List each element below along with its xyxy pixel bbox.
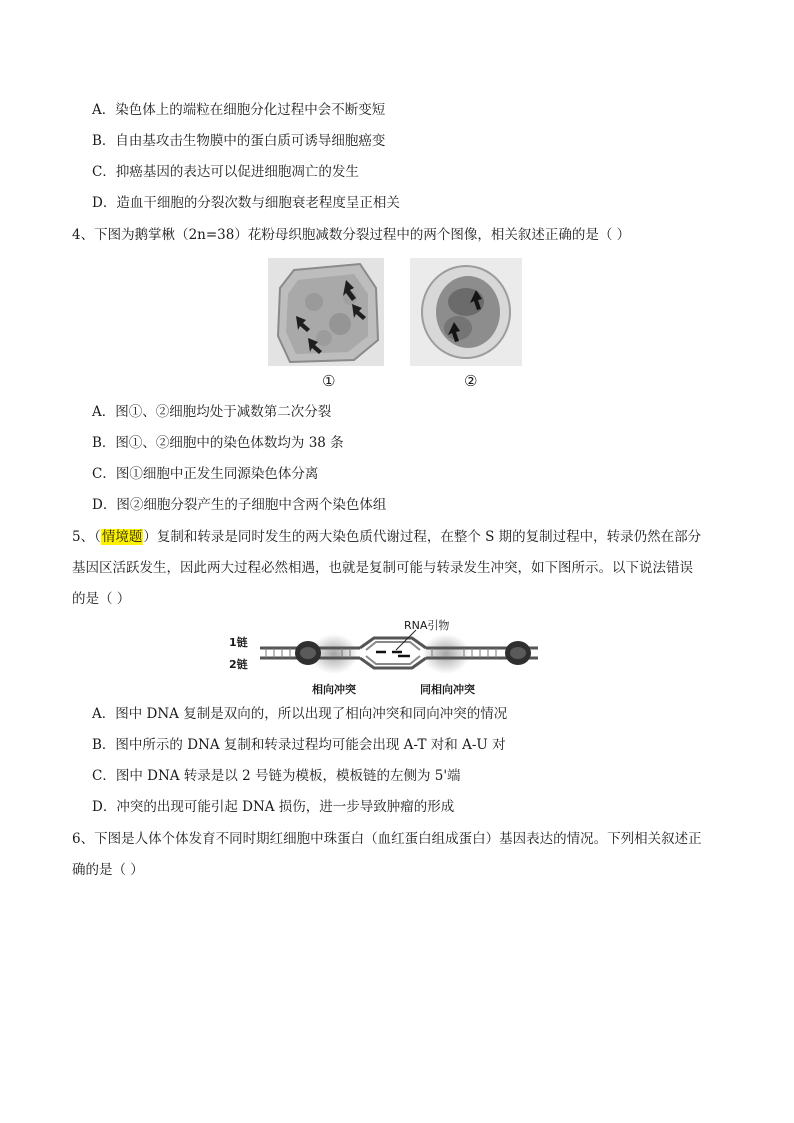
q5-option-d: D．冲突的出现可能引起 DNA 损伤，进一步导致肿瘤的形成 [92, 799, 455, 815]
strand-2-label: 2链 [229, 658, 248, 671]
co-directional-conflict-label: 同相向冲突 [420, 683, 475, 696]
scenario-tag: 情境题 [101, 529, 143, 545]
q4-stem: 4、下图为鹅掌楸（2n=38）花粉母织胞减数分裂过程中的两个图像，相关叙述正确的是（ ） [72, 227, 631, 243]
q6-stem-line-2: 确的是（ ） [72, 862, 144, 878]
q5-number: 5、 [72, 529, 95, 545]
q3-option-c: C．抑癌基因的表达可以促进细胞凋亡的发生 [92, 164, 359, 180]
q5-option-c: C．图中 DNA 转录是以 2 号链为模板，模板链的左侧为 5'端 [92, 768, 461, 784]
head-on-conflict-label: 相向冲突 [312, 683, 356, 696]
rna-primer-label: RNA引物 [404, 619, 450, 632]
q5-stem-text-1: 复制和转录是同时发生的两大染色质代谢过程，在整个 S 期的复制过程中，转录仍然在部分 [156, 529, 702, 545]
q5-stem-line-1: 5、（情境题）复制和转录是同时发生的两大染色质代谢过程，在整个 S 期的复制过程中，转录仍然在部分 [72, 529, 702, 545]
q4-option-b: B．图①、②细胞中的染色体数均为 38 条 [92, 435, 344, 451]
figure-label-2: ② [464, 372, 478, 390]
strand-1-label: 1链 [229, 636, 248, 649]
q5-option-a: A．图中 DNA 复制是双向的，所以出现了相向冲突和同向冲突的情况 [92, 706, 508, 722]
q4-option-d: D．图②细胞分裂产生的子细胞中含两个染色体组 [92, 497, 387, 513]
micrograph-2 [410, 258, 522, 366]
left-polymerase-icon [295, 641, 321, 665]
q5-stem-line-2: 基因区活跃发生，因此两大过程必然相遇，也就是复制可能与转录发生冲突，如下图所示。以下说法错误 [72, 560, 693, 576]
q4-option-c: C．图①细胞中正发生同源染色体分离 [92, 466, 319, 482]
right-polymerase-icon [505, 641, 531, 665]
q6-stem-line-1: 6、下图是人体个体发育不同时期红细胞中珠蛋白（血红蛋白组成蛋白）基因表达的情况。下列相关叙述正 [72, 831, 702, 847]
replication-transcription-diagram [226, 614, 546, 696]
micrograph-1 [268, 258, 384, 366]
q5-option-b: B．图中所示的 DNA 复制和转录过程均可能会出现 A-T 对和 A-U 对 [92, 737, 506, 753]
q3-option-b: B．自由基攻击生物膜中的蛋白质可诱导细胞癌变 [92, 133, 386, 149]
q3-option-a: A．染色体上的端粒在细胞分化过程中会不断变短 [92, 102, 386, 118]
q5-stem-line-3: 的是（ ） [72, 591, 131, 607]
q3-option-d: D．造血干细胞的分裂次数与细胞衰老程度呈正相关 [92, 195, 400, 211]
figure-label-1: ① [322, 372, 336, 390]
q4-option-a: A．图①、②细胞均处于减数第二次分裂 [92, 404, 332, 420]
